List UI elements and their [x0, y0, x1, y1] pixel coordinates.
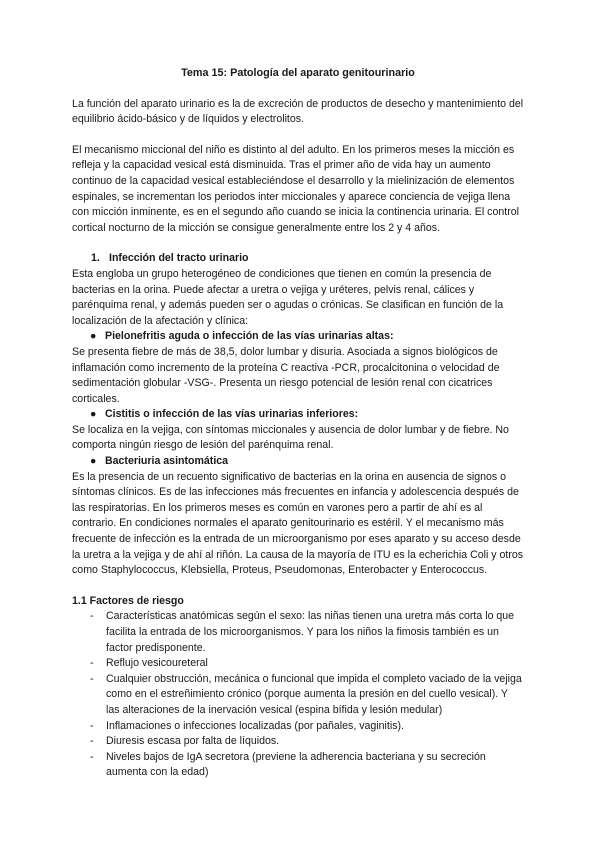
list-item	[72, 750, 524, 781]
bullet-text-bacteriuria: Es la presencia de un recuento significativo de bacterias en la orina en ausencia de signos o síntomas clínicos. Es de las infecciones más frecuentes en infancia y adolescencia después de las respiratorias. En los primeros meses es común en varones pero a partir de ahí es al contrario. En condiciones normales el aparato genitourinario es estéril. Y el mecanismo más frecuente de infección es la entrada de un microorganismo por eses aparato y su acceso desde la uretra a la vejiga y de ahí al riñón. La causa de la mayoría de ITU es la echerichia Coli y otros como Staphylococcus, Klebsiella, Proteus, Pseudomonas, Enterobacter y Enterococcus.	[72, 470, 524, 577]
bullet-heading-cistitis	[72, 407, 524, 423]
section-1-heading	[72, 251, 524, 267]
list-item-text: Inflamaciones o infecciones localizadas (por pañales, vaginitis).	[106, 719, 404, 732]
list-item-text: Niveles bajos de IgA secretora (previene la adherencia bacteriana y su secreción aumenta con la edad)	[106, 750, 486, 779]
list-item-text: Diuresis escasa por falta de líquidos.	[106, 735, 280, 748]
bullet-dot-icon: ●	[90, 330, 97, 343]
bullet-heading-text: Cistitis o infección de las vías urinarias inferiores:	[105, 408, 359, 421]
bullet-heading-text: Bacteriuria asintomática	[105, 455, 229, 468]
risk-factors-list	[72, 609, 524, 781]
bullet-text-pielonefritis: Se presenta fiebre de más de 38,5, dolor lumbar y disuria. Asociada a signos biológicos de inflamación como incremento de la proteína C reactiva -PCR, procalcitonina o velocidad de sedimentación globular -VSG-. Presenta un riesgo potencial de lesión renal con cicatrices corticales.	[72, 345, 500, 405]
dash-icon: -	[90, 750, 94, 763]
list-item	[72, 609, 524, 656]
bullet-text-cistitis: Se localiza en la vejiga, con síntomas miccionales y ausencia de dolor lumbar y de fiebre. No comporta ningún riesgo de lesión del parénquima renal.	[72, 423, 509, 452]
list-item-text: Cualquier obstrucción, mecánica o funcional que impida el completo vaciado de la vejiga como en el estreñimiento crónico (porque aumenta la presión en del cuello vesical). Y las alteraciones de la inervación vesical (espina bífida y lesión medular)	[106, 672, 522, 716]
bullet-dot-icon: ●	[90, 455, 97, 468]
intro-paragraph-2: El mecanismo miccional del niño es distinto al del adulto. En los primeros meses la micción es refleja y la capacidad vesical está disminuida. Tras el primer año de vida hay un aumento continuo de la capacidad vesical estableciéndose el desarrollo y la mielinización de elementos espinales, se incrementan los periodos inter miccionales y aparece conciencia de vejiga llena con micción inminente, es en el segundo año cuando se inicia la continencia urinaria. El control cortical nocturno de la micción se consigue generalmente entre los 2 y 4 años.	[72, 143, 519, 234]
list-item	[72, 672, 524, 719]
section-1-paragraph: Esta engloba un grupo heterogéneo de condiciones que tienen en común la presencia de bacterias en la orina. Puede afectar a uretra o vejiga y uréteres, pelvis renal, cálices y parénquima renal, y además pueden ser o agudas o crónicas. Se clasifican en función de la localización de la afectación y clínica:	[72, 267, 504, 327]
document-title: Tema 15: Patología del aparato genitourinario	[181, 67, 415, 79]
dash-icon: -	[90, 610, 94, 623]
dash-icon: -	[90, 657, 94, 670]
list-item	[72, 734, 524, 750]
dash-icon: -	[90, 719, 94, 732]
intro-paragraph-1: La función del aparato urinario es la de excreción de productos de desecho y mantenimiento del equilibrio ácido-básico y de líquidos y electrolitos.	[72, 97, 524, 126]
bullet-heading-text: Pielonefritis aguda o infección de las vías urinarias altas:	[105, 330, 394, 343]
list-item	[72, 719, 524, 735]
bullet-dot-icon: ●	[90, 408, 97, 421]
list-item	[72, 656, 524, 672]
list-item-text: Características anatómicas según el sexo: las niñas tienen una uretra más corta lo que facilita la entrada de los microorganismos. Y para los niños la fimosis también es un factor predisponente.	[106, 610, 515, 654]
section-1-number: 1.	[91, 252, 100, 265]
list-item-text: Reflujo vesicoureteral	[106, 657, 208, 670]
section-1-1-heading: 1.1 Factores de riesgo	[72, 594, 184, 607]
section-1-title: Infección del tracto urinario	[109, 252, 249, 265]
dash-icon: -	[90, 672, 94, 685]
dash-icon: -	[90, 735, 94, 748]
bullet-heading-bacteriuria	[72, 454, 524, 470]
bullet-heading-pielonefritis	[72, 329, 524, 345]
